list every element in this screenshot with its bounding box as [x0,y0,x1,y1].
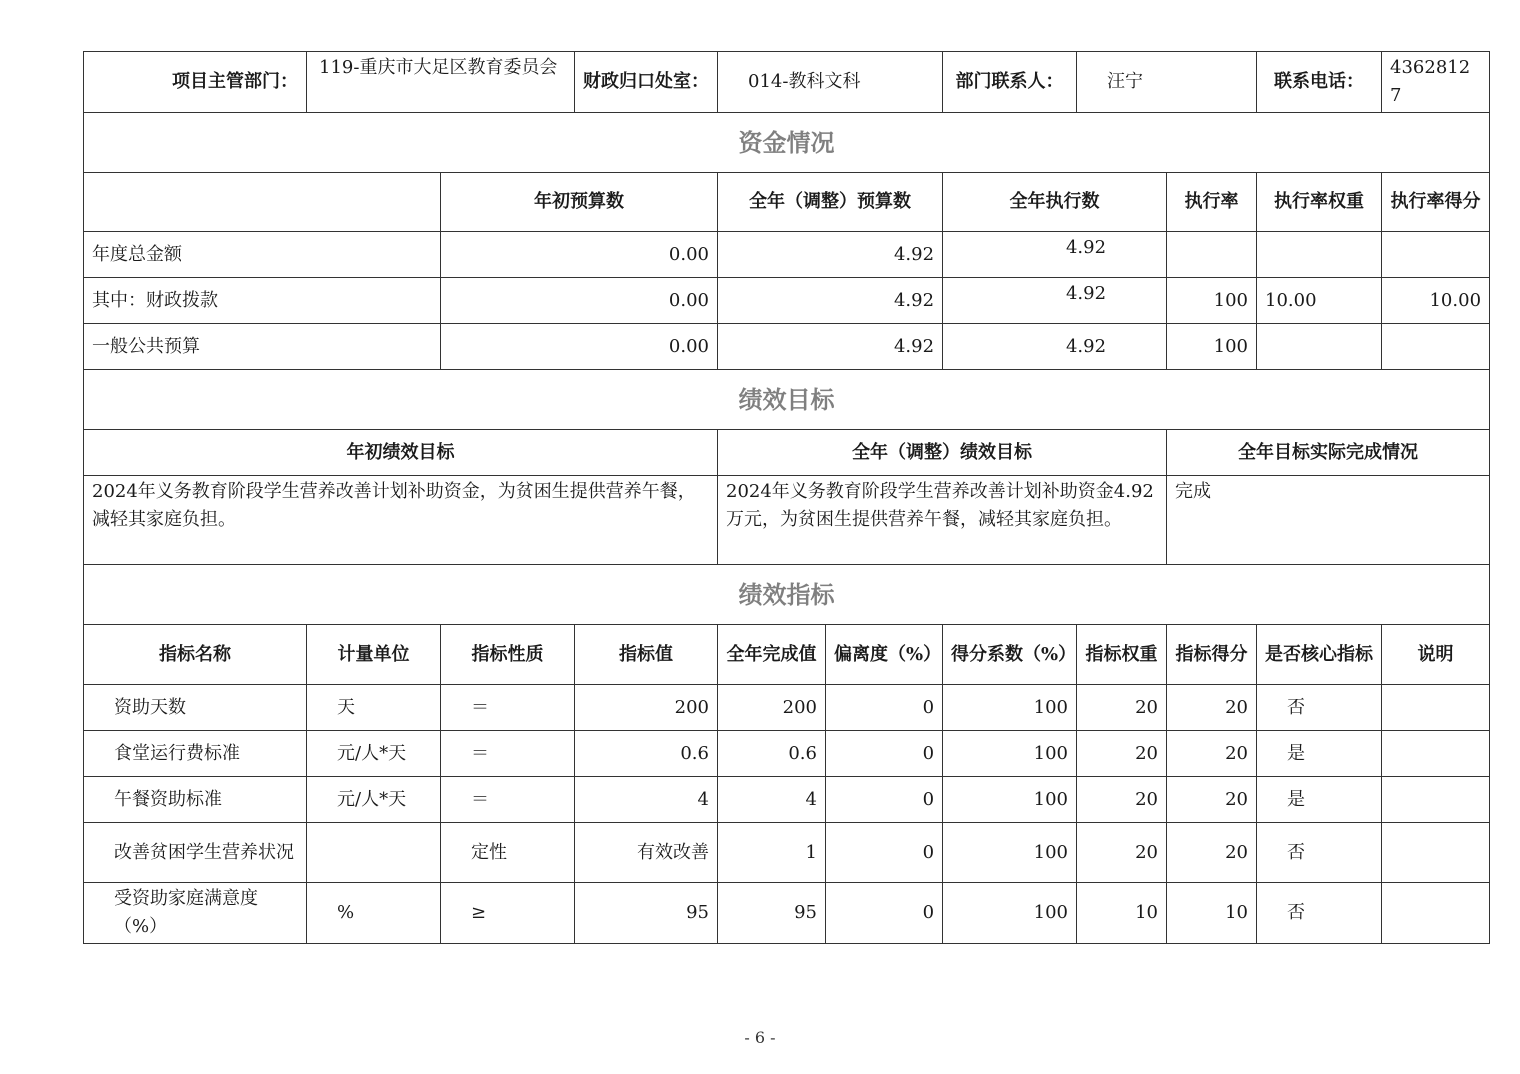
indicator-name: 改善贫困学生营养状况 [84,823,307,883]
indicator-deviation: 0 [826,823,943,883]
indicator-value: 95 [575,883,718,944]
indicators-header-value: 指标值 [575,625,718,685]
indicator-deviation: 0 [826,731,943,777]
indicator-note [1382,685,1490,731]
indicators-header-completed: 全年完成值 [718,625,826,685]
indicator-name: 午餐资助标准 [84,777,307,823]
indicators-header-score: 指标得分 [1167,625,1257,685]
funds-header-score: 执行率得分 [1382,173,1490,232]
indicator-value: 0.6 [575,731,718,777]
indicator-nature: 定性 [441,823,575,883]
goals-header-row [84,430,1490,476]
indicator-unit: 元/人*天 [307,777,441,823]
goals-adjusted: 2024年义务教育阶段学生营养改善计划补助资金4.92万元，为贫困生提供营养午餐，减轻其家庭负担。 [718,476,1167,565]
funds-rate: 100 [1167,278,1257,324]
indicator-weight: 20 [1077,731,1167,777]
funds-adjusted: 4.92 [718,232,943,278]
finance-label: 财政归口处室： [575,52,718,113]
phone-value: 43628127 [1382,52,1490,113]
funds-header-executed: 全年执行数 [943,173,1167,232]
funds-item: 其中：财政拨款 [84,278,441,324]
indicator-deviation: 0 [826,883,943,944]
contact-label: 部门联系人： [943,52,1077,113]
funds-initial: 0.00 [441,324,718,370]
goals-row [84,476,1490,565]
indicator-name: 受资助家庭满意度（%） [84,883,307,944]
indicator-row [84,883,1490,944]
indicator-note [1382,823,1490,883]
indicators-header-deviation: 偏离度（%） [826,625,943,685]
indicator-row [84,777,1490,823]
indicator-nature: ＝ [441,685,575,731]
funds-executed: 4.92 [943,324,1167,370]
funds-weight [1257,232,1382,278]
funds-executed: 4.92 [943,278,1167,324]
indicator-row [84,731,1490,777]
indicators-header-unit: 计量单位 [307,625,441,685]
funds-initial: 0.00 [441,278,718,324]
funds-header-blank [84,173,441,232]
goals-initial: 2024年义务教育阶段学生营养改善计划补助资金，为贫困生提供营养午餐，减轻其家庭负担。 [84,476,718,565]
funds-header-weight: 执行率权重 [1257,173,1382,232]
funds-section-title: 资金情况 [84,113,1490,173]
indicator-core: 否 [1257,883,1382,944]
contact-value: 汪宁 [1077,52,1257,113]
indicators-header-name: 指标名称 [84,625,307,685]
indicator-name: 食堂运行费标准 [84,731,307,777]
indicator-core: 否 [1257,823,1382,883]
indicator-coefficient: 100 [943,731,1077,777]
indicator-weight: 10 [1077,883,1167,944]
finance-value: 014-教科文科 [718,52,943,113]
indicator-completed: 200 [718,685,826,731]
indicators-header-coefficient: 得分系数（%） [943,625,1077,685]
indicator-nature: ＝ [441,731,575,777]
indicator-row [84,685,1490,731]
indicator-score: 20 [1167,685,1257,731]
indicator-coefficient: 100 [943,777,1077,823]
header-row [84,52,1490,113]
funds-score [1382,324,1490,370]
indicator-value: 200 [575,685,718,731]
indicator-completed: 95 [718,883,826,944]
funds-rate: 100 [1167,324,1257,370]
funds-weight [1257,324,1382,370]
funds-section-row [84,113,1490,173]
indicators-header-nature: 指标性质 [441,625,575,685]
indicator-score: 20 [1167,731,1257,777]
funds-initial: 0.00 [441,232,718,278]
indicator-value: 有效改善 [575,823,718,883]
funds-item: 年度总金额 [84,232,441,278]
indicator-deviation: 0 [826,777,943,823]
goals-actual: 完成 [1167,476,1490,565]
funds-item: 一般公共预算 [84,324,441,370]
goals-section-row [84,370,1490,430]
phone-label: 联系电话： [1257,52,1382,113]
funds-header-rate: 执行率 [1167,173,1257,232]
funds-header-initial: 年初预算数 [441,173,718,232]
dept-value: 119-重庆市大足区教育委员会 [307,52,575,113]
funds-row [84,324,1490,370]
funds-header-row [84,173,1490,232]
indicator-core: 是 [1257,731,1382,777]
indicator-coefficient: 100 [943,883,1077,944]
indicators-header-note: 说明 [1382,625,1490,685]
indicator-unit: 天 [307,685,441,731]
indicator-deviation: 0 [826,685,943,731]
indicator-note [1382,883,1490,944]
funds-adjusted: 4.92 [718,278,943,324]
indicator-name: 资助天数 [84,685,307,731]
goals-header-actual: 全年目标实际完成情况 [1167,430,1490,476]
indicator-unit [307,823,441,883]
indicator-score: 20 [1167,823,1257,883]
performance-table [83,51,1490,944]
indicator-completed: 1 [718,823,826,883]
indicators-section-row [84,565,1490,625]
goals-header-adjusted: 全年（调整）绩效目标 [718,430,1167,476]
page-number: - 6 - [744,1028,776,1047]
indicator-row [84,823,1490,883]
indicators-section-title: 绩效指标 [84,565,1490,625]
funds-header-adjusted: 全年（调整）预算数 [718,173,943,232]
indicator-core: 是 [1257,777,1382,823]
funds-score [1382,232,1490,278]
funds-row [84,278,1490,324]
indicator-weight: 20 [1077,823,1167,883]
indicators-header-weight: 指标权重 [1077,625,1167,685]
indicators-header-row [84,625,1490,685]
funds-score: 10.00 [1382,278,1490,324]
indicator-score: 10 [1167,883,1257,944]
goals-section-title: 绩效目标 [84,370,1490,430]
indicator-unit: % [307,883,441,944]
indicator-weight: 20 [1077,685,1167,731]
indicator-completed: 0.6 [718,731,826,777]
indicator-weight: 20 [1077,777,1167,823]
funds-row [84,232,1490,278]
funds-adjusted: 4.92 [718,324,943,370]
funds-rate [1167,232,1257,278]
funds-weight: 10.00 [1257,278,1382,324]
indicators-header-core: 是否核心指标 [1257,625,1382,685]
indicator-core: 否 [1257,685,1382,731]
indicator-score: 20 [1167,777,1257,823]
indicator-coefficient: 100 [943,685,1077,731]
dept-label: 项目主管部门： [84,52,307,113]
goals-header-initial: 年初绩效目标 [84,430,718,476]
indicator-note [1382,731,1490,777]
funds-executed: 4.92 [943,232,1167,278]
indicator-completed: 4 [718,777,826,823]
indicator-nature: ＝ [441,777,575,823]
indicator-nature: ≥ [441,883,575,944]
indicator-value: 4 [575,777,718,823]
indicator-note [1382,777,1490,823]
indicator-coefficient: 100 [943,823,1077,883]
indicator-unit: 元/人*天 [307,731,441,777]
